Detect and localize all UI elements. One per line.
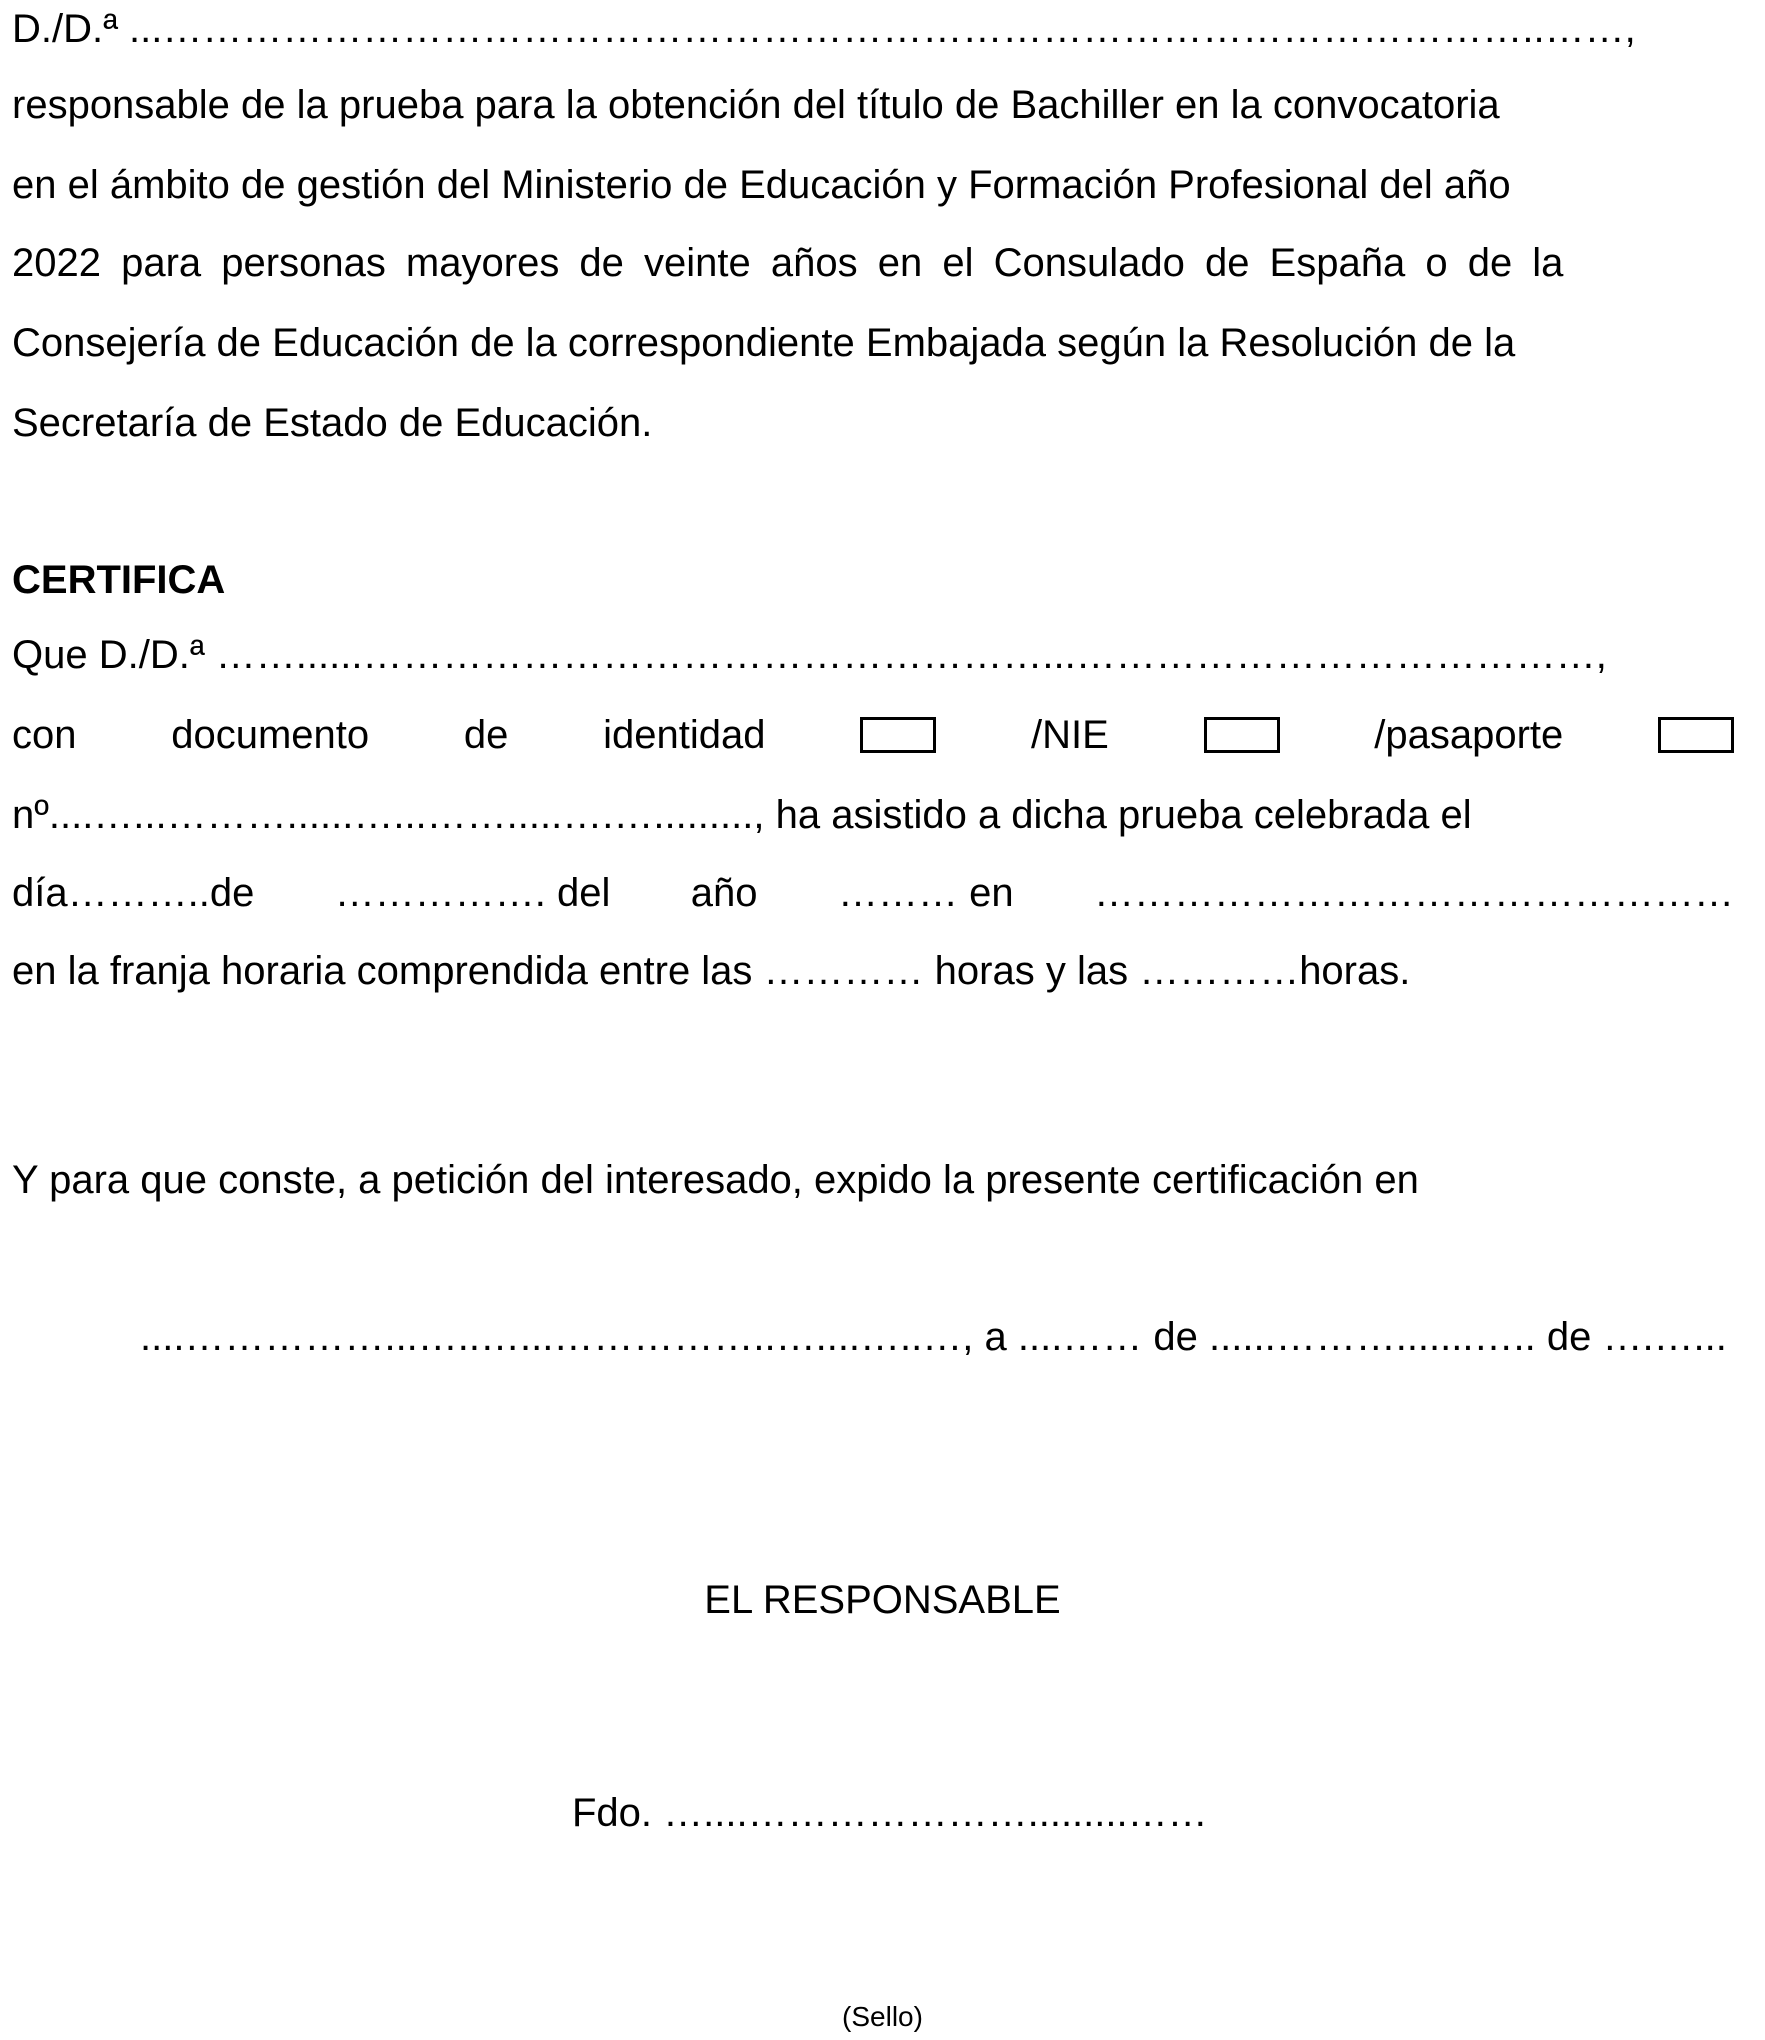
identity-checkbox[interactable] [860, 717, 936, 753]
exam-date-line [12, 868, 1734, 918]
word-documento: documento [171, 713, 370, 757]
que-name-line: Que D./D.ª ……......……………………………………………...…………………………………, [12, 633, 1607, 677]
paragraph-line-6: Secretaría de Estado de Educación. [12, 401, 653, 445]
time-range-line: en la franja horaria comprendida entre las ………… horas y las …………horas. [12, 949, 1411, 993]
signature-line: Fdo. …....………………….........…… [572, 1791, 1208, 1835]
passport-checkbox[interactable] [1658, 717, 1734, 753]
paragraph-line-4: 2022 para personas mayores de veinte años en el Consulado de España o de la [12, 241, 1564, 285]
word-con: con [12, 713, 77, 757]
identity-document-line [12, 710, 1734, 760]
word-nie: /NIE [1030, 713, 1109, 757]
document-number-line: nº....…...………......…...…….....….…........., ha asistido a dicha prueba celebrada el [12, 793, 1472, 837]
responsible-name-line: D./D.ª ...…………………………………………………………………………………………..……, [12, 7, 1636, 51]
word-pasaporte: /pasaporte [1374, 713, 1564, 757]
paragraph-line-5: Consejería de Educación de la correspondiente Embajada según la Resolución de la [12, 321, 1516, 365]
conste-line: Y para que conste, a petición del interesado, expido la presente certificación en [12, 1158, 1419, 1202]
word-identidad: identidad [603, 713, 766, 757]
word-de: de [463, 713, 509, 757]
paragraph-line-3: en el ámbito de gestión del Ministerio de Educación y Formación Profesional del año [12, 163, 1511, 207]
place-date-line: ....……………...…..…...……………..…....…..…, a ....…… de ......……….......….. de ….…... [140, 1315, 1727, 1359]
signer-title: EL RESPONSABLE [704, 1578, 1061, 1622]
exam-place: ………………………………………… [1093, 871, 1734, 915]
date-year: ……… en [837, 871, 1014, 915]
paragraph-line-2 [12, 80, 1756, 130]
nie-checkbox[interactable] [1204, 717, 1280, 753]
seal-label: (Sello) [842, 2001, 923, 2032]
date-year-label: año [690, 871, 758, 915]
date-day: día………..de [12, 871, 255, 915]
date-month: ……………. del [334, 871, 611, 915]
certifica-heading: CERTIFICA [12, 558, 226, 602]
paragraph-text: responsable de la prueba para la obtención del título de Bachiller en la convocatoria [12, 83, 1500, 127]
